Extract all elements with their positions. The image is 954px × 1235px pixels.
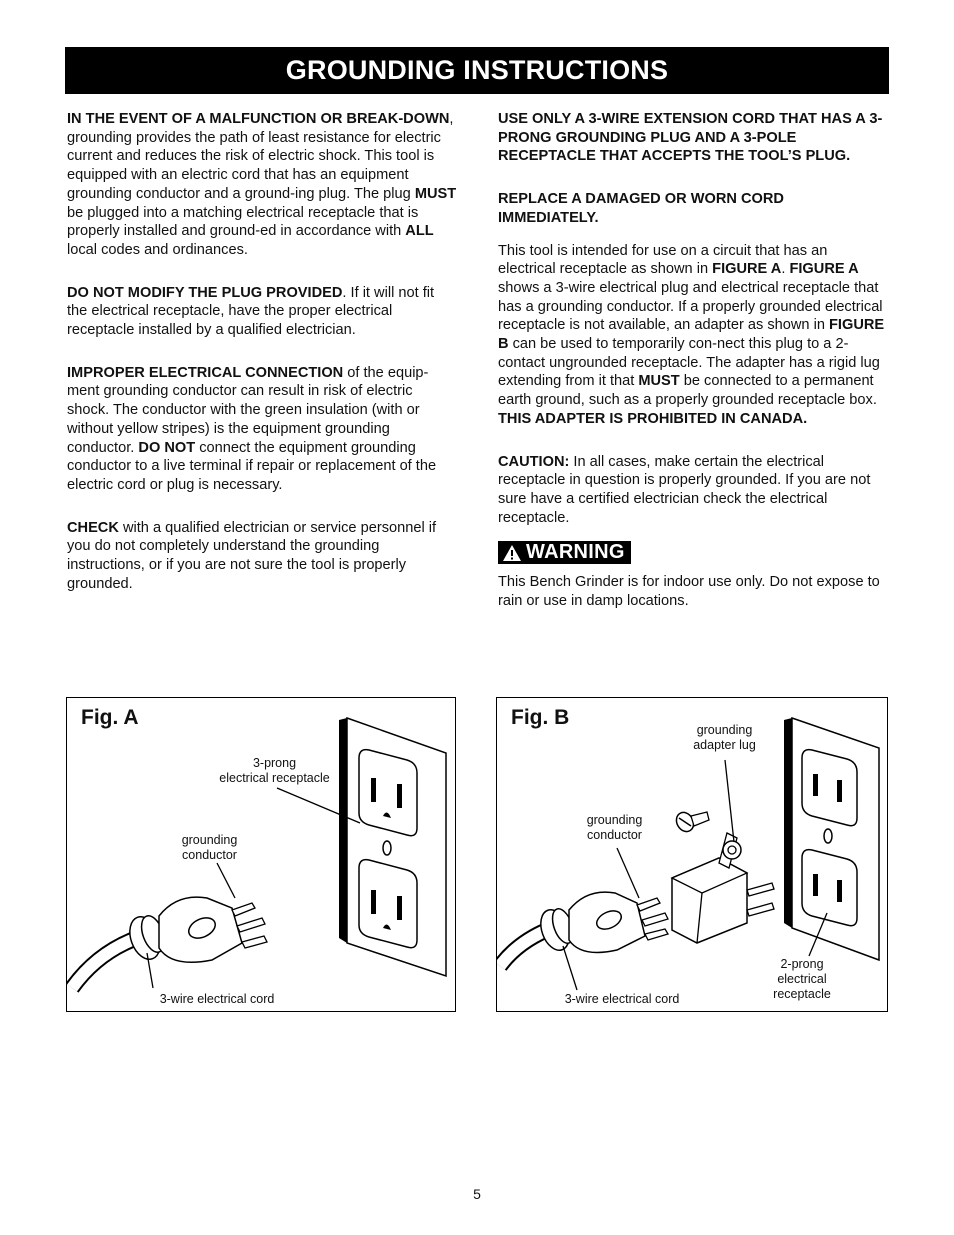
malfunction-paragraph: IN THE EVENT OF A MALFUNCTION OR BREAK-DOWN, grounding provides the path of least resistance for electric current and reduces the risk of electric shock. This tool is equipped with an electric cord that has an equipment grounding conductor and a ground-ing plug. The plug MUST be plugged into a matching electrical receptacle that is properly installed and ground-ed in accordance with ALL local codes and ordinances. [67,111,457,258]
warning-badge [498,541,631,564]
extension-cord-paragraph: USE ONLY A 3-WIRE EXTENSION CORD THAT HAS A 3-PRONG GROUNDING PLUG AND A 3-POLE RECEPTACLE THAT ACCEPTS THE TOOL’S PLUG. [498,111,883,165]
figure-b [496,697,888,1012]
figure-b-conductor-label: grounding conductor [586,813,643,842]
page-number: 5 [473,1186,481,1202]
figure-a-illustration [67,698,455,1010]
figure-b-cord-label: 3-wire electrical cord [564,992,680,1006]
caution-paragraph: CAUTION: In all cases, make certain the electrical receptacle in question is properly grounded. If you are not sure have a certified electrician check the electrical receptacle. [498,453,871,526]
figure-a [66,697,456,1012]
figure-a-title: Fig. A [81,706,139,729]
right-column [498,110,888,634]
figure-a-receptacle-label: 3-prong electrical receptacle [219,756,330,785]
figure-a-conductor-label: grounding conductor [181,833,238,862]
figure-b-title: Fig. B [511,706,570,729]
replace-cord-paragraph: REPLACE A DAMAGED OR WORN CORD IMMEDIATELY. [498,191,784,226]
warning-label: WARNING [526,541,625,564]
figure-explanation-paragraph: This tool is intended for use on a circuit that has an electrical receptacle as shown in FIGURE A. FIGURE A shows a 3-wire electrical plug and electrical receptacle that has a grounding conductor. If a properly grounded electrical receptacle is not available, an adapter as shown in FIGURE B can be used to temporarily con-nect this plug to a 2-contact ungrounded receptacle. The adapter has a rigid lug extending from it that MUST be connected to a permanent earth ground, such as a properly grounded receptacle box. THIS ADAPTER IS PROHIBITED IN CANADA. [498,242,885,427]
page-title: GROUNDING INSTRUCTIONS [65,47,889,94]
figure-b-lug-label: grounding adapter lug [693,723,756,752]
improper-connection-paragraph: IMPROPER ELECTRICAL CONNECTION of the equip-ment grounding conductor can result in risk of electric shock. The conductor with the green insulation (with or without yellow stripes) is the equipment grounding conductor. DO NOT connect the equipment grounding conductor to a live terminal if repair or replacement of the electric cord or plug is necessary. [67,364,437,493]
check-paragraph: CHECK with a qualified electrician or service personnel if you do not completely understand the grounding instructions, or if you are not sure the tool is properly grounded. [67,519,437,592]
left-column [67,110,457,617]
figure-a-cord-label: 3-wire electrical cord [159,992,275,1006]
indoor-use-paragraph: This Bench Grinder is for indoor use only. Do not expose to rain or use in damp locations. [498,574,880,609]
figure-b-receptacle-label: 2-prong electrical receptacle [773,957,831,1001]
warning-triangle-icon [502,544,522,562]
modify-plug-paragraph: DO NOT MODIFY THE PLUG PROVIDED. If it will not fit the electrical receptacle, have the proper electrical receptacle installed by a qualified electrician. [67,284,435,339]
